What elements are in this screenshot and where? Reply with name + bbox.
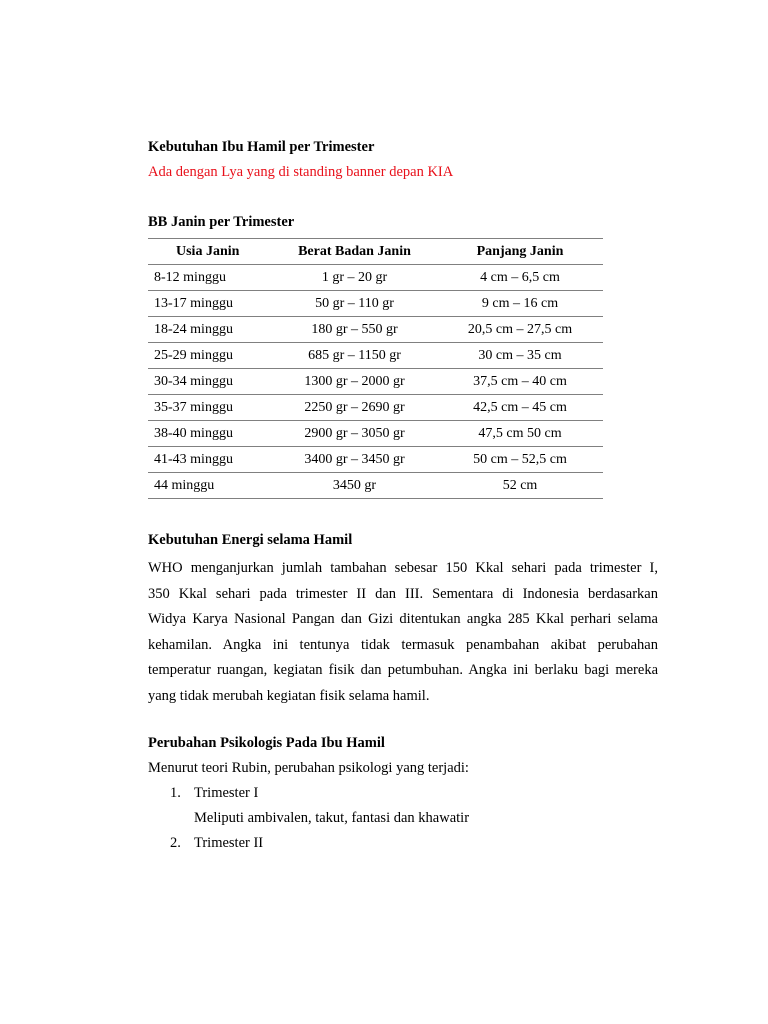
cell-usia: 41-43 minggu xyxy=(148,447,272,473)
cell-usia: 25-29 minggu xyxy=(148,343,272,369)
cell-panjang: 47,5 cm 50 cm xyxy=(437,421,603,447)
table-row xyxy=(148,473,603,499)
column-header-panjang: Panjang Janin xyxy=(437,239,603,265)
column-header-usia: Usia Janin xyxy=(148,239,272,265)
section-title-perubahan-psikologis: Perubahan Psikologis Pada Ibu Hamil xyxy=(148,735,385,751)
list-number: 1. xyxy=(170,785,181,801)
cell-berat: 685 gr – 1150 gr xyxy=(272,343,437,369)
cell-usia: 8-12 minggu xyxy=(148,265,272,291)
cell-berat: 180 gr – 550 gr xyxy=(272,317,437,343)
cell-panjang: 4 cm – 6,5 cm xyxy=(437,265,603,291)
list-number: 2. xyxy=(170,835,181,851)
cell-panjang: 30 cm – 35 cm xyxy=(437,343,603,369)
list-detail: Meliputi ambivalen, takut, fantasi dan khawatir xyxy=(194,810,470,826)
fetal-weight-table xyxy=(148,238,603,499)
cell-berat: 3450 gr xyxy=(272,473,437,499)
cell-berat: 2250 gr – 2690 gr xyxy=(272,395,437,421)
table-row xyxy=(148,369,603,395)
paragraph-line: 350 Kkal sehari pada trimester II dan III. Sementara di Indonesia berdasarkan xyxy=(148,585,658,602)
table-row xyxy=(148,343,603,369)
cell-panjang: 37,5 cm – 40 cm xyxy=(437,369,603,395)
psychology-intro: Menurut teori Rubin, perubahan psikologi yang terjadi: xyxy=(148,760,469,776)
list-label: Trimester II xyxy=(194,835,264,851)
table-row xyxy=(148,447,603,473)
table-row xyxy=(148,395,603,421)
cell-berat: 50 gr – 110 gr xyxy=(272,291,437,317)
table-row xyxy=(148,421,603,447)
red-note: Ada dengan Lya yang di standing banner depan KIA xyxy=(148,164,454,180)
paragraph-line: temperatur ruangan, kegiatan fisik dan petumbuhan. Angka ini berlaku bagi mereka xyxy=(148,662,658,678)
paragraph-line: kehamilan. Angka ini tentunya tidak termasuk penambahan akibat perubahan xyxy=(148,636,658,653)
cell-usia: 44 minggu xyxy=(148,473,272,499)
cell-panjang: 20,5 cm – 27,5 cm xyxy=(437,317,603,343)
cell-usia: 38-40 minggu xyxy=(148,421,272,447)
table-row xyxy=(148,265,603,291)
cell-panjang: 42,5 cm – 45 cm xyxy=(437,395,603,421)
section-title-bb-janin: BB Janin per Trimester xyxy=(148,214,295,230)
paragraph-line: WHO menganjurkan jumlah tambahan sebesar 150 Kkal sehari pada trimester I, xyxy=(148,560,658,576)
cell-berat: 3400 gr – 3450 gr xyxy=(272,447,437,473)
paragraph-line: yang tidak merubah kegiatan fisik selama hamil. xyxy=(148,687,430,704)
cell-panjang: 50 cm – 52,5 cm xyxy=(437,447,603,473)
table-row xyxy=(148,317,603,343)
cell-usia: 18-24 minggu xyxy=(148,317,272,343)
paragraph-line: Widya Karya Nasional Pangan dan Gizi ditentukan angka 285 Kkal perhari selama xyxy=(148,611,658,627)
cell-usia: 35-37 minggu xyxy=(148,395,272,421)
cell-usia: 30-34 minggu xyxy=(148,369,272,395)
cell-panjang: 9 cm – 16 cm xyxy=(437,291,603,317)
cell-berat: 1300 gr – 2000 gr xyxy=(272,369,437,395)
cell-usia: 13-17 minggu xyxy=(148,291,272,317)
column-header-berat: Berat Badan Janin xyxy=(272,239,437,265)
table-header-row xyxy=(148,239,603,265)
table-row xyxy=(148,291,603,317)
list-label: Trimester I xyxy=(194,785,259,801)
section-title-kebutuhan-ibu-hamil: Kebutuhan Ibu Hamil per Trimester xyxy=(148,139,375,155)
section-title-kebutuhan-energi: Kebutuhan Energi selama Hamil xyxy=(148,532,353,548)
cell-panjang: 52 cm xyxy=(437,473,603,499)
cell-berat: 2900 gr – 3050 gr xyxy=(272,421,437,447)
energy-paragraph xyxy=(148,556,658,709)
cell-berat: 1 gr – 20 gr xyxy=(272,265,437,291)
